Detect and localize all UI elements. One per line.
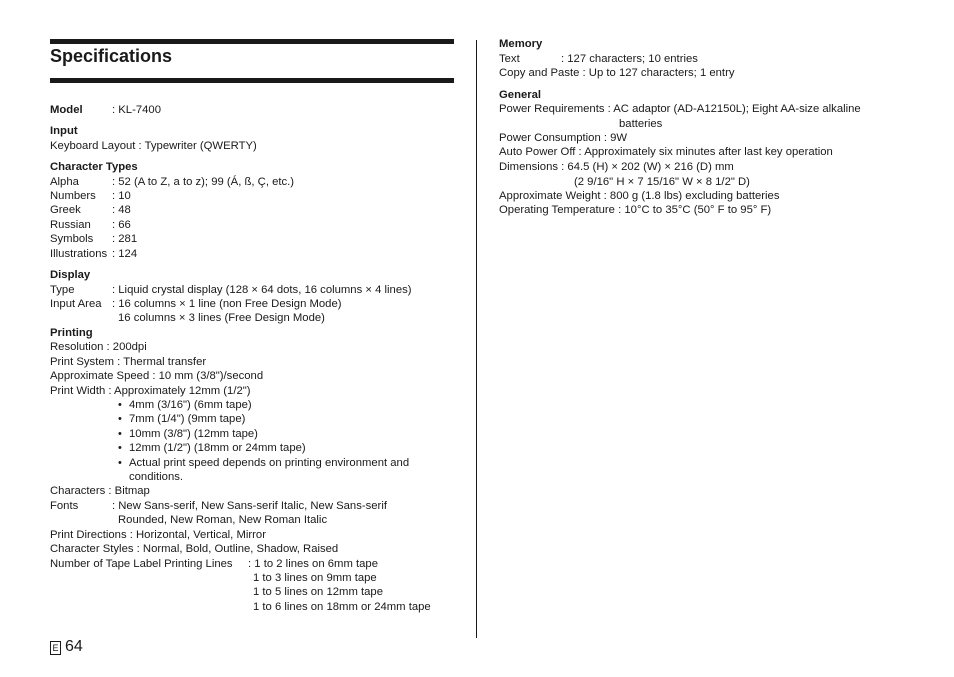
language-badge: E xyxy=(50,641,61,655)
tape-lines-value: : 1 to 2 lines on 6mm tape xyxy=(248,558,378,570)
tape-lines-value: 1 to 6 lines on 18mm or 24mm tape xyxy=(253,601,431,613)
input-heading: Input xyxy=(50,125,78,137)
dimensions: Dimensions : 64.5 (H) × 202 (W) × 216 (D) mm xyxy=(499,161,734,173)
tape-lines-label: Number of Tape Label Printing Lines xyxy=(50,558,233,570)
model-value: : KL-7400 xyxy=(112,104,161,116)
bottom-rule xyxy=(50,78,454,83)
char-row-label: Greek xyxy=(50,204,81,216)
width-item: 12mm (1/2") (18mm or 24mm tape) xyxy=(129,442,306,454)
char-row-value: : 281 xyxy=(112,233,138,245)
copy-and-paste: Copy and Paste : Up to 127 characters; 1 entry xyxy=(499,67,735,79)
display-type-value: : Liquid crystal display (128 × 64 dots, 16 columns × 4 lines) xyxy=(112,284,412,296)
fonts-value-2: Rounded, New Roman, New Roman Italic xyxy=(118,514,328,526)
char-row-value: : 52 (A to Z, a to z); 99 (Á, ß, Ç, etc.) xyxy=(112,176,295,188)
fonts-label: Fonts xyxy=(50,500,79,512)
char-row-label: Illustrations xyxy=(50,248,108,260)
char-row-value: : 10 xyxy=(112,190,131,202)
char-row-value: : 66 xyxy=(112,219,131,231)
power-requirements-2: batteries xyxy=(619,118,663,130)
approximate-weight: Approximate Weight : 800 g (1.8 lbs) excluding batteries xyxy=(499,190,780,202)
resolution: Resolution : 200dpi xyxy=(50,341,147,353)
top-rule xyxy=(50,39,454,44)
tape-lines-value: 1 to 3 lines on 9mm tape xyxy=(253,572,377,584)
power-requirements: Power Requirements : AC adaptor (AD-A12150L); Eight AA-size alkaline xyxy=(499,103,861,115)
characters: Characters : Bitmap xyxy=(50,485,150,497)
model-label: Model xyxy=(50,104,83,116)
auto-power-off: Auto Power Off : Approximately six minutes after last key operation xyxy=(499,146,833,158)
print-directions: Print Directions : Horizontal, Vertical, Mirror xyxy=(50,529,266,541)
page-number: 64 xyxy=(65,638,83,655)
input-area-value-2: 16 columns × 3 lines (Free Design Mode) xyxy=(118,312,325,324)
power-consumption: Power Consumption : 9W xyxy=(499,132,628,144)
char-row-label: Russian xyxy=(50,219,91,231)
dimensions-inches: (2 9/16" H × 7 15/16" W × 8 1/2" D) xyxy=(574,176,750,188)
column-divider xyxy=(476,40,477,638)
keyboard-layout: Keyboard Layout : Typewriter (QWERTY) xyxy=(50,140,257,152)
width-item: 7mm (1/4") (9mm tape) xyxy=(129,413,246,425)
width-item: 4mm (3/16") (6mm tape) xyxy=(129,399,252,411)
display-heading: Display xyxy=(50,269,91,281)
memory-text-value: : 127 characters; 10 entries xyxy=(561,53,698,65)
operating-temperature: Operating Temperature : 10°C to 35°C (50° F to 95° F) xyxy=(499,204,772,216)
memory-text-label: Text xyxy=(499,53,520,65)
bullet-icon: • xyxy=(118,457,122,469)
display-type-label: Type xyxy=(50,284,75,296)
width-note-continuation: conditions. xyxy=(129,471,184,483)
character-styles: Character Styles : Normal, Bold, Outline, Shadow, Raised xyxy=(50,543,339,555)
input-area-value: : 16 columns × 1 line (non Free Design Mode) xyxy=(112,298,342,310)
print-system: Print System : Thermal transfer xyxy=(50,356,207,368)
print-width: Print Width : Approximately 12mm (1/2") xyxy=(50,385,251,397)
char-row-label: Numbers xyxy=(50,190,96,202)
width-item: Actual print speed depends on printing environment and xyxy=(129,457,410,469)
approximate-speed: Approximate Speed : 10 mm (3/8")/second xyxy=(50,370,264,382)
bullet-icon: • xyxy=(118,428,122,440)
page-title: Specifications xyxy=(50,46,173,66)
bullet-icon: • xyxy=(118,442,122,454)
tape-lines-value: 1 to 5 lines on 12mm tape xyxy=(253,586,383,598)
fonts-value: : New Sans-serif, New Sans-serif Italic, New Sans-serif xyxy=(112,500,387,512)
general-heading: General xyxy=(499,89,542,101)
char-row-value: : 48 xyxy=(112,204,131,216)
memory-heading: Memory xyxy=(499,38,543,50)
printing-heading: Printing xyxy=(50,327,93,339)
char-row-label: Symbols xyxy=(50,233,94,245)
bullet-icon: • xyxy=(118,413,122,425)
input-area-label: Input Area xyxy=(50,298,102,310)
bullet-icon: • xyxy=(118,399,122,411)
char-row-label: Alpha xyxy=(50,176,79,188)
char-row-value: : 124 xyxy=(112,248,138,260)
width-item: 10mm (3/8") (12mm tape) xyxy=(129,428,258,440)
character-types-heading: Character Types xyxy=(50,161,138,173)
